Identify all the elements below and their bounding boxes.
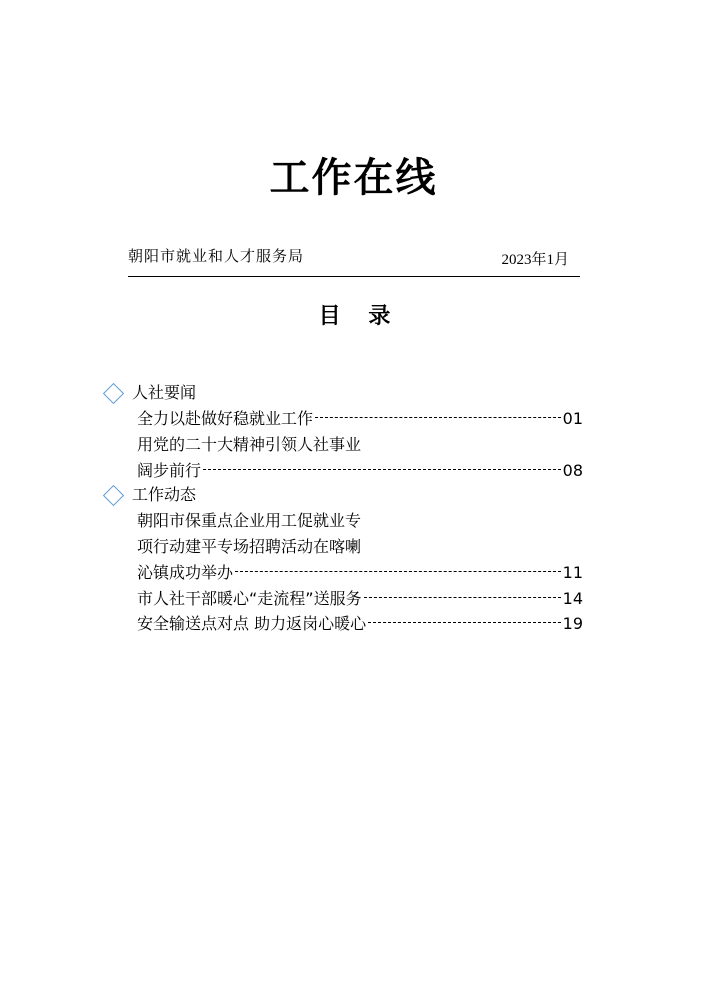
toc-entry[interactable] <box>137 560 583 586</box>
organization-name: 朝阳市就业和人才服务局 <box>128 247 305 265</box>
toc-section-label: 人社要闻 <box>132 383 197 402</box>
document-title: 工作在线 <box>269 155 438 201</box>
toc-entry-line[interactable]: 项行动建平专场招聘活动在喀喇 <box>137 537 362 556</box>
toc-entry[interactable] <box>137 406 583 432</box>
toc-entry-line[interactable]: 用党的二十大精神引领人社事业 <box>137 435 362 454</box>
dot-leader <box>203 469 561 470</box>
diamond-bullet-icon <box>104 486 122 504</box>
toc-section-work-news[interactable] <box>104 482 196 508</box>
toc-entry[interactable] <box>137 586 583 612</box>
toc-entry[interactable] <box>137 611 583 637</box>
toc-entry-page: 19 <box>562 614 583 633</box>
toc-entry-page: 11 <box>562 563 583 582</box>
toc-entry-page: 01 <box>562 409 583 428</box>
toc-section-label: 工作动态 <box>132 485 197 504</box>
dot-leader <box>368 622 561 623</box>
toc-entry-title: 安全输送点对点 助力返岗心暖心 <box>137 614 367 633</box>
toc-heading: 目 录 <box>318 304 401 329</box>
toc-section-news[interactable] <box>104 380 196 406</box>
toc-entry-title: 阔步前行 <box>137 461 202 480</box>
toc-entry-title: 沁镇成功举办 <box>137 563 234 582</box>
toc-entry-line[interactable]: 朝阳市保重点企业用工促就业专 <box>137 511 362 530</box>
dot-leader <box>235 571 561 572</box>
dot-leader <box>315 417 561 418</box>
toc-entry-title: 市人社干部暖心“走流程”送服务 <box>137 589 362 608</box>
toc-entry-title: 全力以赴做好稳就业工作 <box>137 409 314 428</box>
toc-entry-page: 14 <box>562 589 583 608</box>
diamond-bullet-icon <box>104 384 122 402</box>
header-divider <box>128 276 580 277</box>
toc-entry-page: 08 <box>562 461 583 480</box>
toc-entry[interactable] <box>137 458 583 484</box>
dot-leader <box>364 597 561 598</box>
issue-date: 2023年1月 <box>501 252 569 268</box>
